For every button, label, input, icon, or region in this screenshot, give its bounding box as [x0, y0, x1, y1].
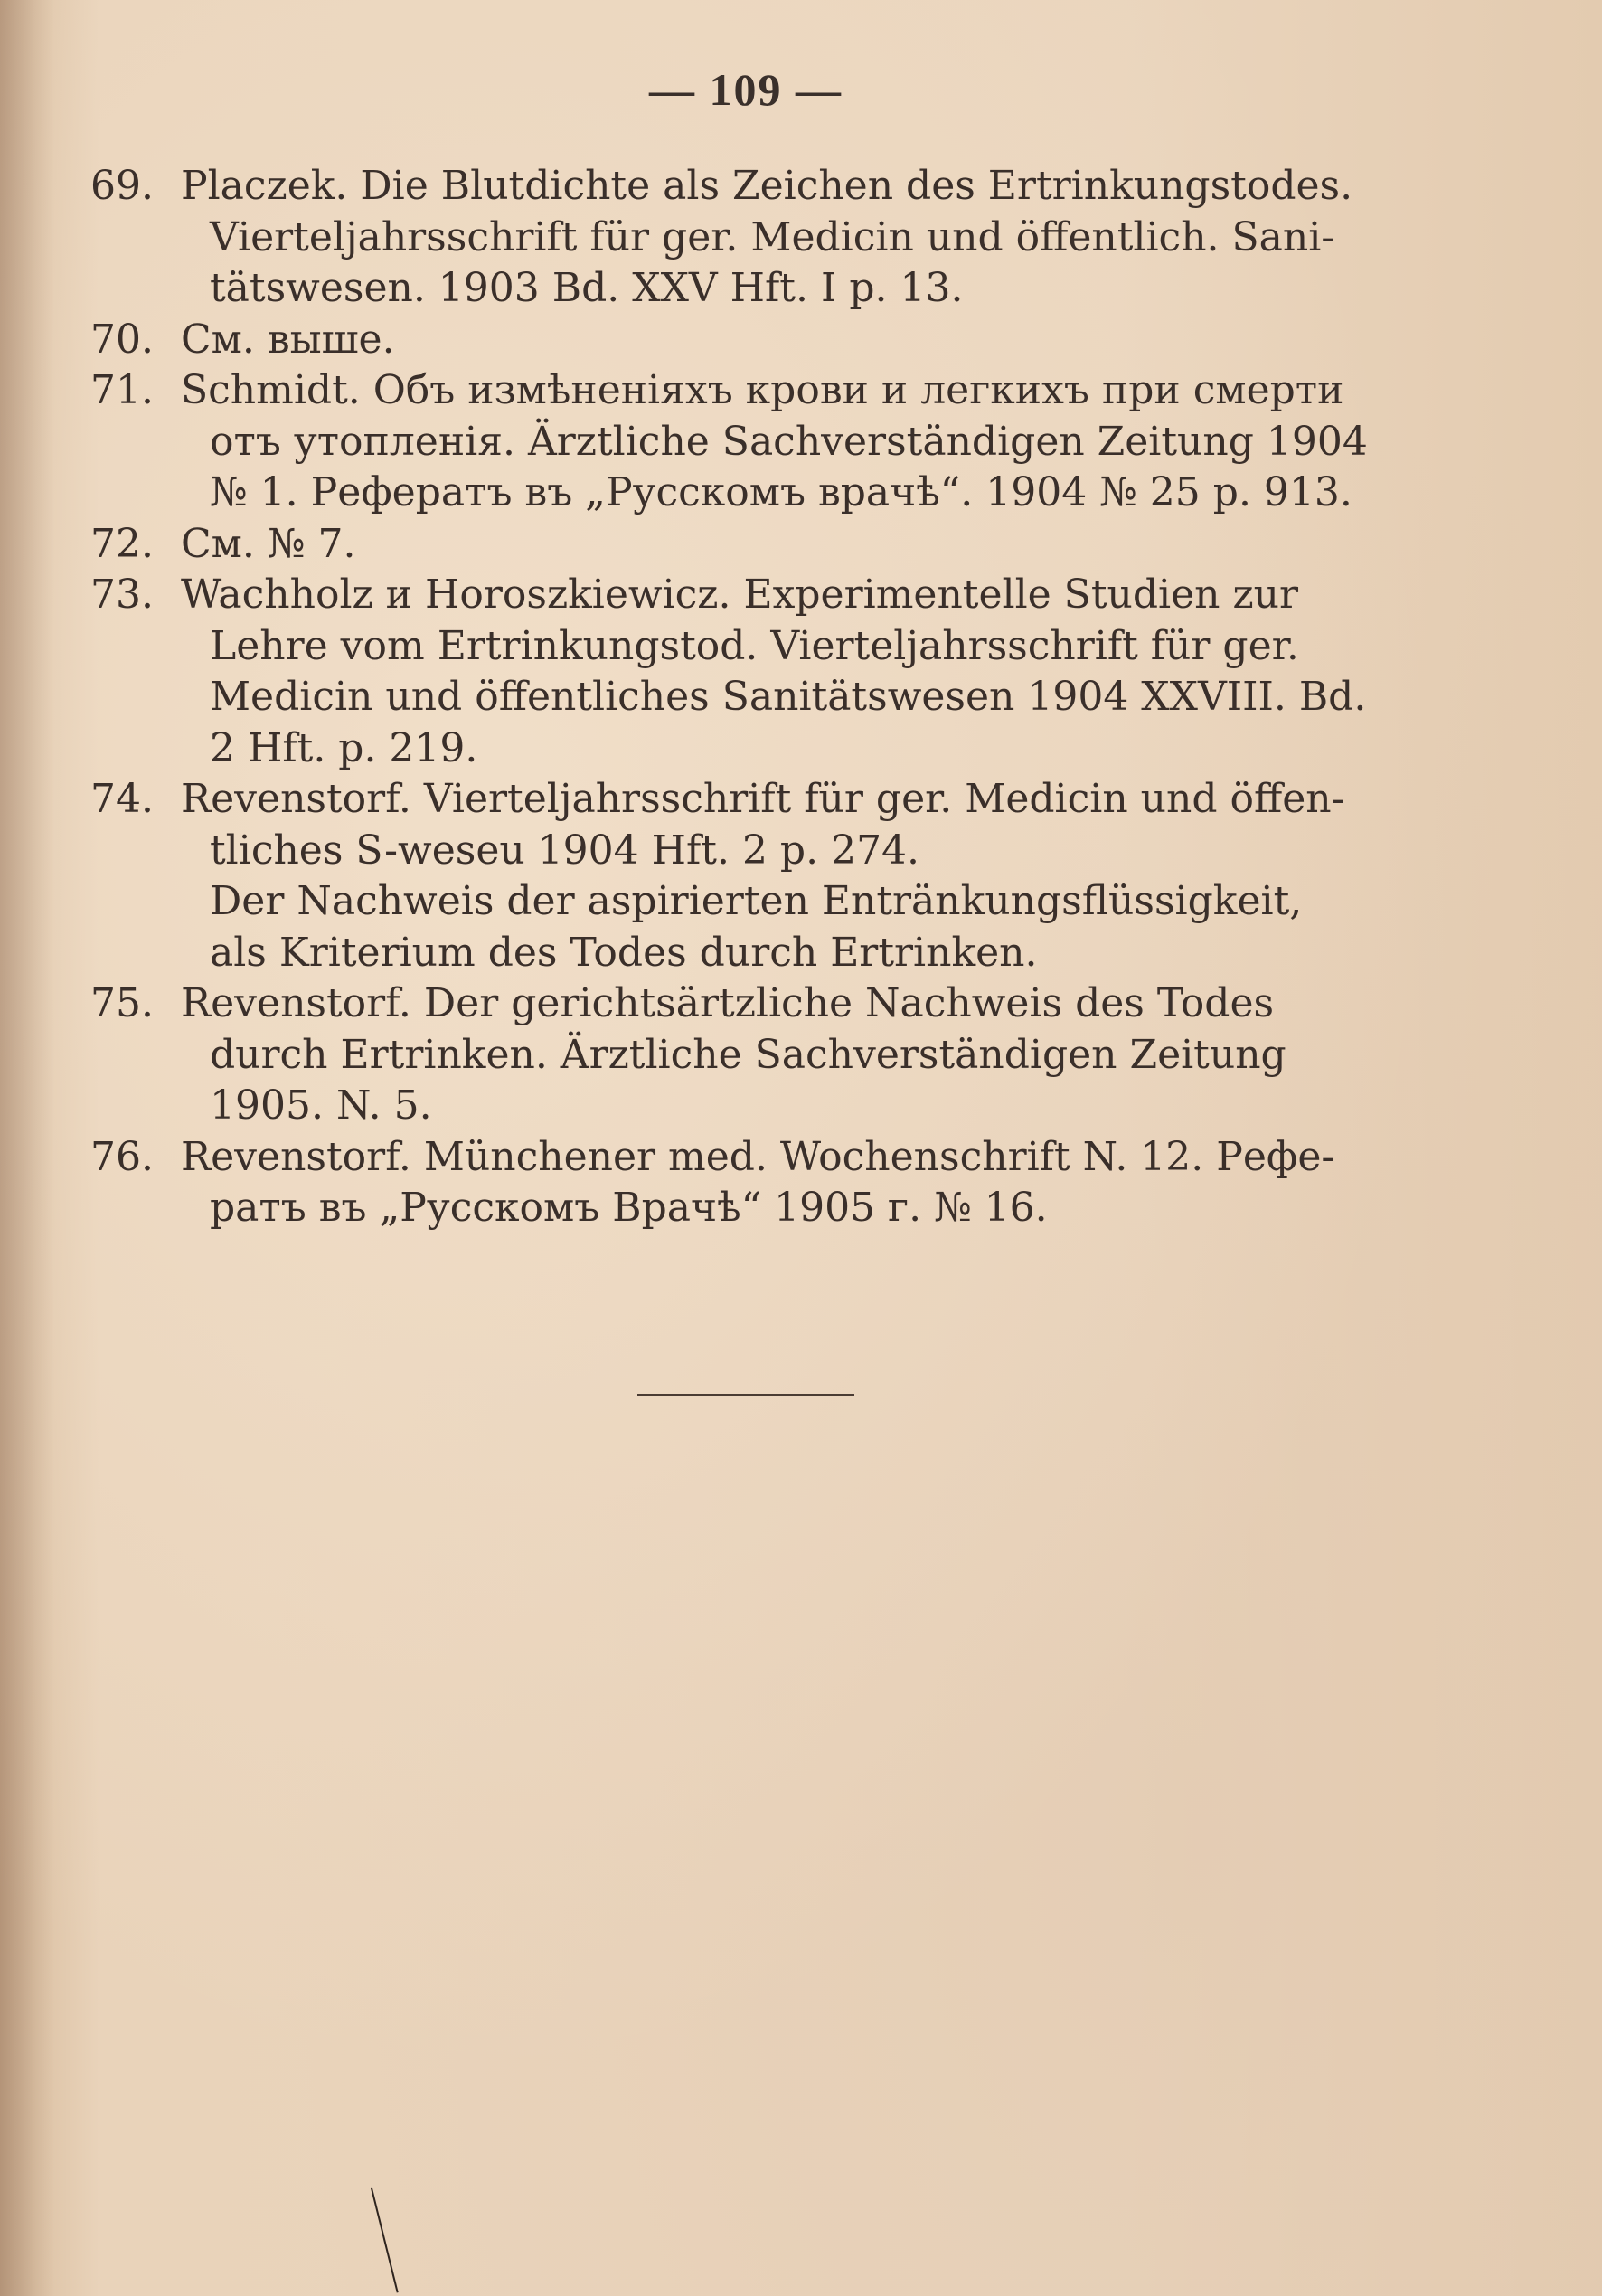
reference-line: Revenstorf. Der gerichtsärtzliche Nachweis des Todes [181, 980, 1275, 1026]
reference-number: 70. [90, 316, 154, 363]
reference-number: 71. [90, 367, 154, 413]
reference-line: № 1. Рефератъ въ „Русскомъ врачѣ“. 1904 № 25 p. 913. [210, 469, 1352, 515]
reference-text [181, 570, 1401, 774]
reference-text [181, 1132, 1401, 1234]
reference-item-71 [90, 365, 1401, 519]
reference-number: 73. [90, 572, 154, 618]
reference-text [181, 365, 1401, 519]
reference-line: tliches S-weseu 1904 Hft. 2 p. 274. [210, 827, 920, 874]
reference-text [181, 774, 1401, 978]
reference-line: 1905. N. 5. [210, 1082, 432, 1129]
reference-line: Lehre vom Ertrinkungstod. Vierteljahrsschrift für ger. [210, 622, 1299, 669]
reference-list [90, 161, 1401, 1234]
reference-line: Medicin und öffentliches Sanitätswesen 1904 XXVIII. Bd. [210, 674, 1367, 720]
section-end-rule [637, 1394, 854, 1396]
reference-number: 75. [90, 980, 154, 1026]
reference-item-73 [90, 570, 1401, 774]
reference-number: 72. [90, 520, 154, 567]
reference-line: Revenstorf. Münchener med. Wochenschrift N. 12. Рефе- [181, 1133, 1335, 1180]
reference-line: См. выше. [181, 316, 395, 363]
reference-line: tätswesen. 1903 Bd. XXV Hft. I p. 13. [210, 265, 964, 311]
reference-line: durch Ertrinken. Ärztliche Sachverständigen Zeitung [210, 1031, 1286, 1078]
reference-item-70 [90, 315, 1401, 366]
page-edge-shadow [0, 0, 54, 2296]
page-number: — 109 — [649, 64, 843, 115]
reference-text [181, 978, 1401, 1132]
reference-text [181, 519, 1401, 571]
reference-line: Wachholz и Horoszkiewicz. Experimentelle Studien zur [181, 572, 1298, 618]
reference-number: 69. [90, 163, 154, 209]
reference-line: als Kriterium des Todes durch Ertrinken. [210, 929, 1038, 976]
reference-item-76 [90, 1132, 1401, 1234]
reference-item-72 [90, 519, 1401, 571]
reference-text [181, 315, 1401, 366]
reference-line: отъ утопленiя. Ärztliche Sachverständigen Zeitung 1904 [210, 418, 1368, 465]
reference-item-74 [90, 774, 1401, 978]
reference-number: 76. [90, 1133, 154, 1180]
reference-line: 2 Hft. p. 219. [210, 724, 478, 771]
reference-line: Placzek. Die Blutdichte als Zeichen des Ertrinkungstodes. [181, 163, 1353, 209]
reference-number: 74. [90, 776, 154, 822]
reference-line: ратъ въ „Русскомъ Врачѣ“ 1905 г. № 16. [210, 1185, 1048, 1231]
reference-item-69 [90, 161, 1401, 315]
paper-crease [371, 2188, 399, 2293]
reference-line: Schmidt. Объ измѣненiяхъ крови и легкихъ при смерти [181, 367, 1344, 413]
reference-line: Revenstorf. Vierteljahrsschrift für ger. Medicin und öffen- [181, 776, 1345, 822]
reference-line: Vierteljahrsschrift für ger. Medicin und öffentlich. Sani- [210, 213, 1335, 260]
reference-line: См. № 7. [181, 520, 356, 567]
reference-line: Der Nachweis der aspirierten Entränkungsflüssigkeit, [210, 878, 1303, 924]
reference-text [181, 161, 1401, 315]
reference-item-75 [90, 978, 1401, 1132]
